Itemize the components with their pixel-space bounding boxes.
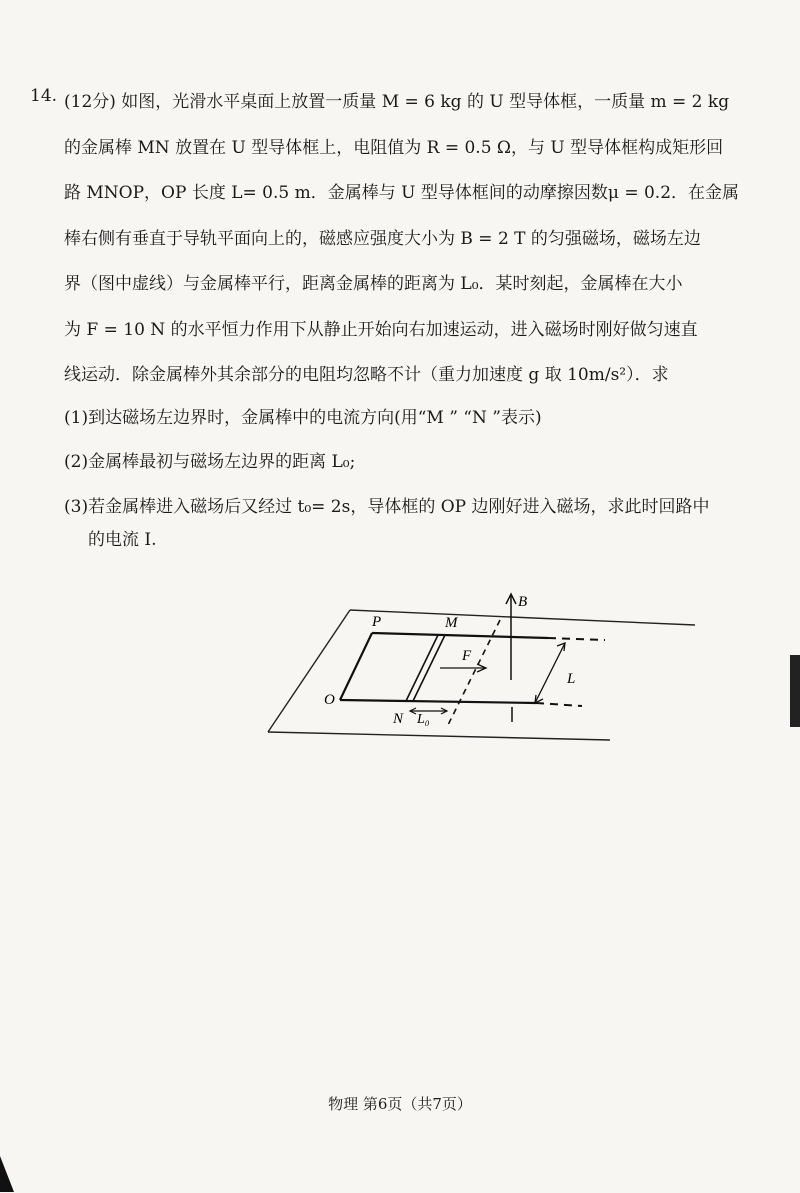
frame-top-dashed	[548, 638, 605, 640]
frame-left-side-OP	[340, 633, 372, 700]
label-L0: L₀	[417, 712, 430, 727]
stem-line: 线运动．除金属棒外其余部分的电阻均忽略不计（重力加速度 g 取 10m/s²）．求	[64, 365, 669, 385]
subquestion-3: (3)若金属棒进入磁场后又经过 t₀= 2s，导体框的 OP 边刚好进入磁场，求此时回路中	[64, 497, 710, 517]
table-plane-edge	[350, 610, 695, 625]
L-dimension	[535, 643, 565, 703]
page-footer: 物理 第6页（共7页）	[328, 1095, 472, 1113]
label-B: B	[518, 594, 528, 610]
stem-line: 界（图中虚线）与金属棒平行，距离金属棒的距离为 L₀．某时刻起，金属棒在大小	[64, 274, 683, 294]
physics-diagram	[260, 580, 700, 750]
corner-mark	[0, 1156, 18, 1192]
label-P: P	[372, 614, 382, 630]
metal-bar-MN	[406, 635, 438, 701]
scan-edge-mark	[790, 655, 800, 727]
stem-line: (12分) 如图，光滑水平桌面上放置一质量 M = 6 kg 的 U 型导体框，一质量 m = 2 kg	[64, 92, 730, 112]
label-O: O	[324, 692, 335, 708]
label-N: N	[393, 711, 404, 727]
table-plane-left	[268, 610, 350, 732]
stem-line: 为 F = 10 N 的水平恒力作用下从静止开始向右加速运动，进入磁场时刚好做匀速直	[64, 319, 698, 340]
stem-line: 的金属棒 MN 放置在 U 型导体框上，电阻值为 R = 0.5 Ω，与 U 型导体框构成矩形回	[64, 137, 724, 158]
subquestion-3-continued: 的电流 I.	[88, 530, 157, 550]
frame-bottom-dashed	[536, 703, 582, 706]
stem-line: 路 MNOP，OP 长度 L= 0.5 m．金属棒与 U 型导体框间的动摩擦因数μ = 0.2．在金属	[64, 183, 740, 203]
frame-bottom-rail	[340, 700, 536, 703]
table-plane-bottom	[268, 732, 610, 740]
label-F: F	[462, 648, 472, 664]
label-L: L	[567, 671, 576, 687]
question-number: 14.	[30, 86, 58, 106]
subquestion-1: (1)到达磁场左边界时，金属棒中的电流方向(用“M ” “N ”表示)	[64, 408, 542, 428]
label-M: M	[445, 615, 458, 631]
subquestion-2: (2)金属棒最初与磁场左边界的距离 L₀;	[64, 452, 356, 472]
question-stem	[64, 80, 740, 399]
frame-top-rail	[372, 633, 548, 638]
stem-line: 棒右侧有垂直于导轨平面向上的，磁感应强度大小为 B = 2 T 的匀强磁场，磁场左边	[64, 228, 701, 249]
